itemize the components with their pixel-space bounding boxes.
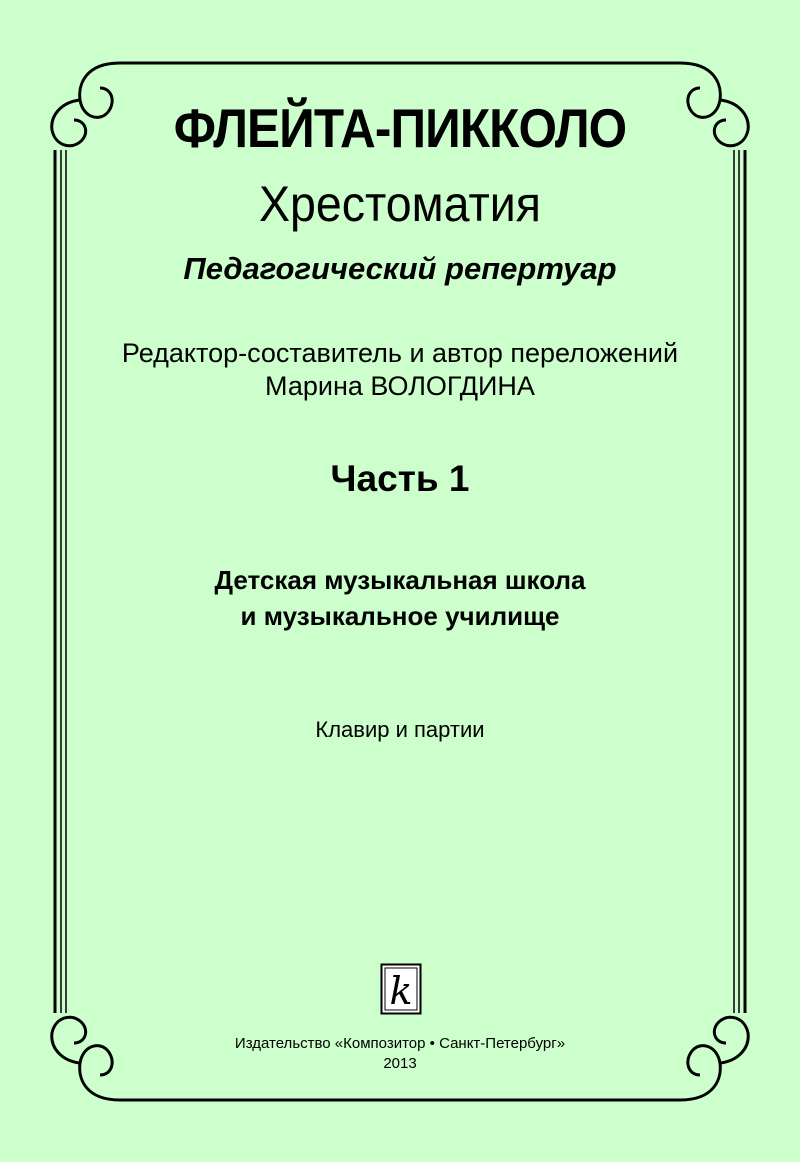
book-subtitle: Хрестоматия <box>259 176 541 232</box>
publisher-name: Издательство «Композитор • Санкт-Петербург» <box>234 1035 566 1052</box>
publication-year: 2013 <box>383 1055 417 1072</box>
publisher-logo-letter: k <box>389 969 413 1013</box>
book-tagline: Педагогический репертуар <box>183 251 617 286</box>
book-title: ФЛЕЙТА-ПИККОЛО <box>173 97 627 159</box>
audience-line-1: Детская музыкальная школа <box>214 565 586 595</box>
editor-name: Марина ВОЛОГДИНА <box>265 371 535 401</box>
editor-credit: Редактор-составитель и автор переложений <box>121 338 679 368</box>
content-type: Клавир и партии <box>315 717 485 742</box>
part-number: Часть 1 <box>330 458 470 499</box>
audience-line-2: и музыкальное училище <box>240 601 560 631</box>
publisher-logo-icon <box>380 963 422 1015</box>
